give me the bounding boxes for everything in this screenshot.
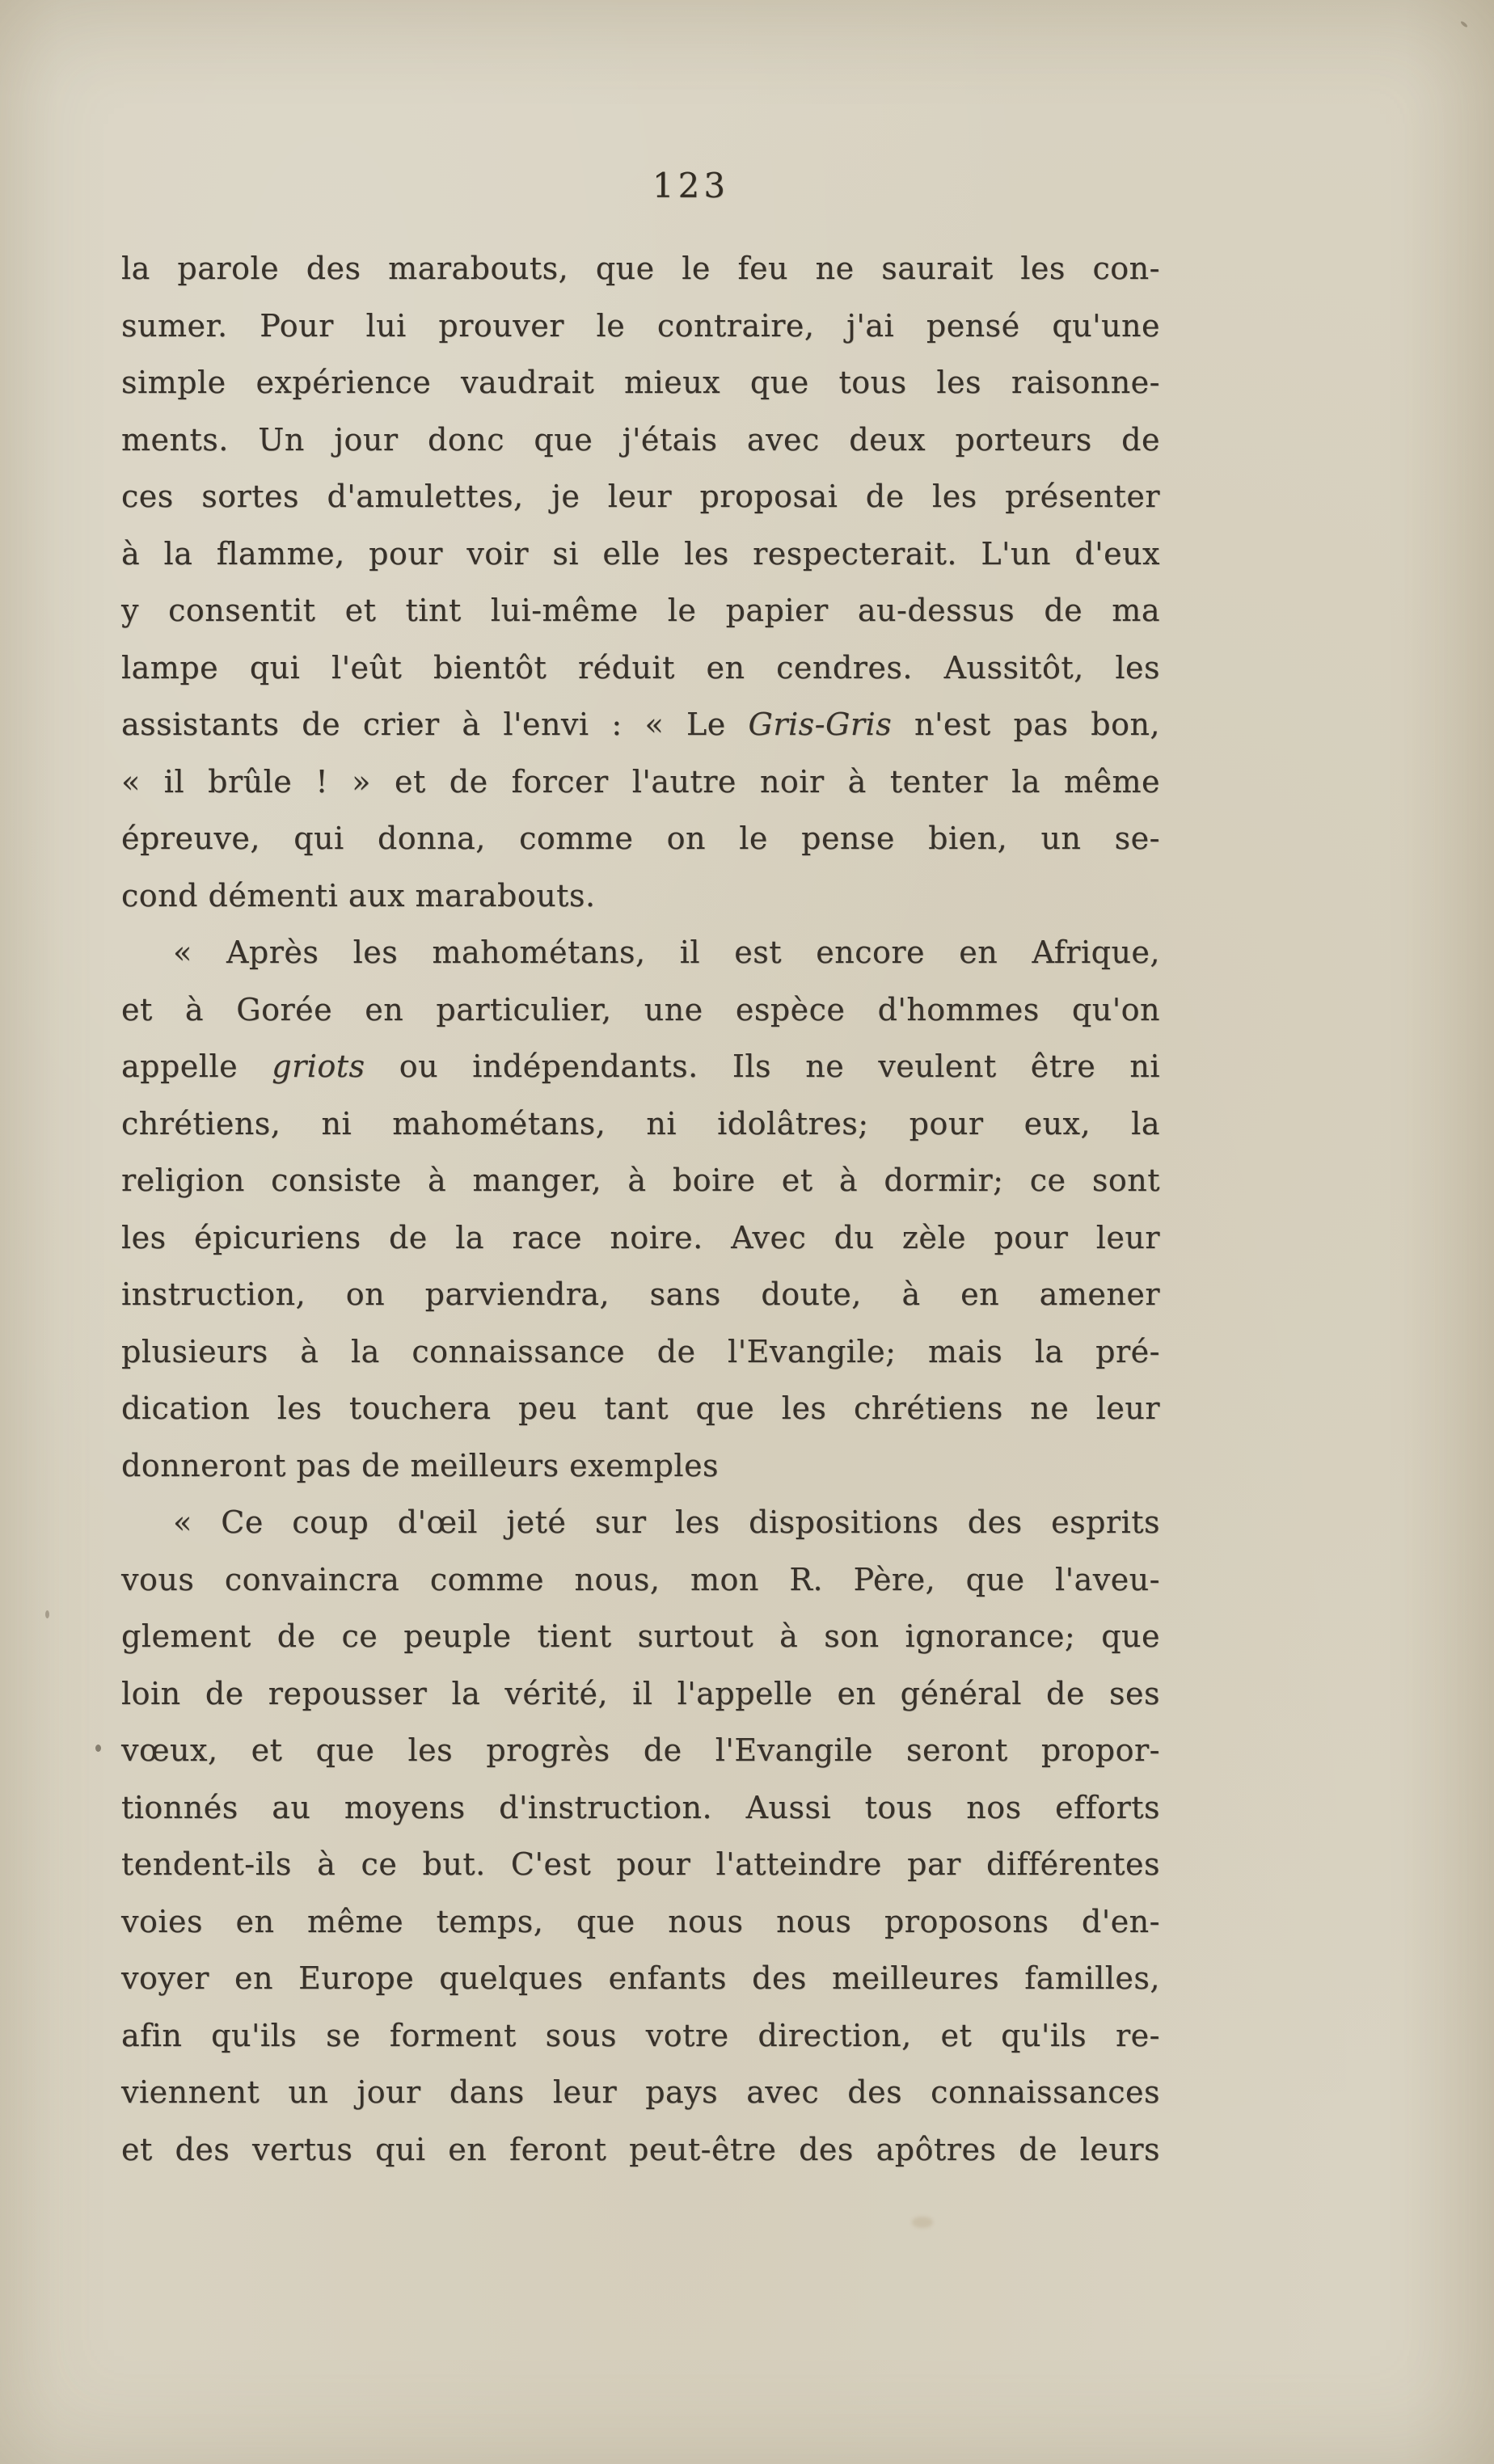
text-line: vous convaincra comme nous, mon R. Père, que l'aveu-: [121, 1561, 1160, 1597]
text-line: assistants de crier à l'envi : « Le Gris-Gris n'est pas bon,: [121, 707, 1160, 742]
text-line: « il brûle ! » et de forcer l'autre noir à tenter la même: [121, 763, 1160, 800]
text-line: instruction, on parviendra, sans doute, à en amener: [121, 1276, 1160, 1312]
text-line: plusieurs à la connaissance de l'Evangile; mais la pré-: [121, 1333, 1160, 1369]
text-line: vœux, et que les progrès de l'Evangile seront propor-: [121, 1732, 1160, 1768]
text-line: et des vertus qui en feront peut-être des apôtres de leurs: [121, 2131, 1160, 2167]
text-line: glement de ce peuple tient surtout à son ignorance; que: [121, 1618, 1160, 1654]
text-line: épreuve, qui donna, comme on le pense bien, un se-: [121, 821, 1160, 856]
page-number: 123: [652, 166, 730, 205]
text-line: la parole des marabouts, que le feu ne saurait les con-: [121, 251, 1160, 286]
text-line: lampe qui l'eût bientôt réduit en cendres. Aussitôt, les: [121, 649, 1160, 686]
text-line: ments. Un jour donc que j'étais avec deux porteurs de: [121, 421, 1160, 458]
text-line: donneront pas de meilleurs exemples: [121, 1447, 720, 1483]
text-line: voyer en Europe quelques enfants des meilleures familles,: [121, 1960, 1160, 1996]
text-line: ces sortes d'amulettes, je leur proposai de les présenter: [121, 479, 1160, 514]
text-line: à la flamme, pour voir si elle les respecterait. L'un d'eux: [121, 535, 1160, 572]
page-text-block: [121, 240, 1160, 2178]
text-line: appelle griots ou indépendants. Ils ne veulent être ni: [121, 1048, 1160, 1084]
text-line: tendent-ils à ce but. C'est pour l'atteindre par différentes: [121, 1846, 1160, 1882]
text-line: chrétiens, ni mahométans, ni idolâtres; pour eux, la: [121, 1105, 1160, 1141]
text-line: viennent un jour dans leur pays avec des connaissances: [121, 2074, 1160, 2110]
text-line: « Après les mahométans, il est encore en Afrique,: [173, 935, 1160, 970]
text-line: tionnés au moyens d'instruction. Aussi tous nos efforts: [121, 1789, 1160, 1825]
paper-speck: [95, 1745, 101, 1752]
text-line: « Ce coup d'œil jeté sur les dispositions des esprits: [173, 1504, 1160, 1540]
paper-speck: [45, 1610, 49, 1618]
text-line: sumer. Pour lui prouver le contraire, j'ai pensé qu'une: [121, 307, 1160, 344]
text-line: y consentit et tint lui-même le papier au-dessus de ma: [121, 593, 1160, 628]
text-line: cond démenti aux marabouts.: [121, 877, 596, 913]
text-line: loin de repousser la vérité, il l'appelle en général de ses: [121, 1675, 1160, 1711]
paper-speck: [912, 2217, 933, 2228]
text-line: les épicuriens de la race noire. Avec du zèle pour leur: [121, 1219, 1160, 1255]
text-line: dication les touchera peu tant que les chrétiens ne leur: [121, 1390, 1160, 1426]
text-line: et à Gorée en particulier, une espèce d'hommes qu'on: [121, 991, 1160, 1027]
text-line: simple expérience vaudrait mieux que tous les raisonne-: [121, 365, 1160, 400]
text-line: afin qu'ils se forment sous votre direction, et qu'ils re-: [121, 2017, 1160, 2053]
text-line: religion consiste à manger, à boire et à dormir; ce sont: [121, 1162, 1160, 1198]
paper-speck: [1460, 20, 1468, 27]
text-line: voies en même temps, que nous nous proposons d'en-: [121, 1903, 1160, 1939]
